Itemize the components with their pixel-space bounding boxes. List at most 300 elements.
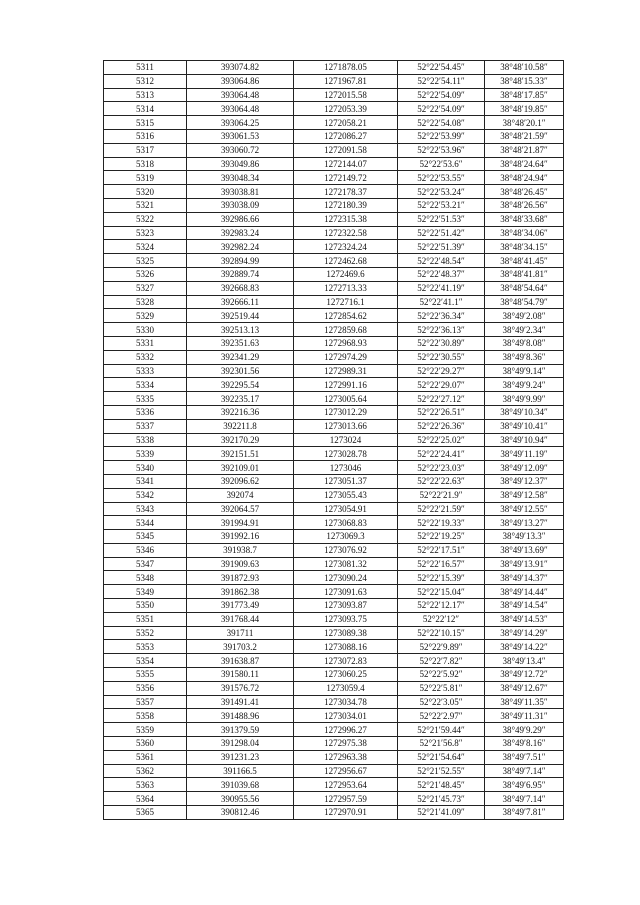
latitude-cell: 52°21′59.44″ xyxy=(398,723,485,737)
table-row xyxy=(104,723,564,737)
table-row xyxy=(104,709,564,723)
longitude-cell: 38°49′9.29″ xyxy=(485,723,564,737)
latitude-cell: 52°22′54.09″ xyxy=(398,88,485,102)
x-coordinate-cell: 392351.63 xyxy=(187,336,294,350)
point-number-cell: 5363 xyxy=(104,778,187,792)
x-coordinate-cell: 393048.34 xyxy=(187,171,294,185)
point-number-cell: 5360 xyxy=(104,737,187,751)
table-row xyxy=(104,516,564,530)
y-coordinate-cell: 1272713.33 xyxy=(294,281,398,295)
x-coordinate-cell: 392216.36 xyxy=(187,405,294,419)
x-coordinate-cell: 393064.86 xyxy=(187,74,294,88)
point-number-cell: 5345 xyxy=(104,530,187,544)
latitude-cell: 52°22′30.89″ xyxy=(398,336,485,350)
y-coordinate-cell: 1273060.25 xyxy=(294,668,398,682)
x-coordinate-cell: 391298.04 xyxy=(187,737,294,751)
latitude-cell: 52°22′48.37″ xyxy=(398,267,485,281)
point-number-cell: 5364 xyxy=(104,792,187,806)
table-row xyxy=(104,143,564,157)
table-row xyxy=(104,626,564,640)
x-coordinate-cell: 392983.24 xyxy=(187,226,294,240)
point-number-cell: 5319 xyxy=(104,171,187,185)
x-coordinate-cell: 392109.01 xyxy=(187,461,294,475)
table-row xyxy=(104,74,564,88)
x-coordinate-cell: 392301.56 xyxy=(187,364,294,378)
latitude-cell: 52°21′41.09″ xyxy=(398,806,485,820)
latitude-cell: 52°22′21.59″ xyxy=(398,502,485,516)
table-row xyxy=(104,764,564,778)
y-coordinate-cell: 1272974.29 xyxy=(294,350,398,364)
y-coordinate-cell: 1272086.27 xyxy=(294,129,398,143)
latitude-cell: 52°22′41.1″ xyxy=(398,295,485,309)
longitude-cell: 38°49′12.37″ xyxy=(485,474,564,488)
table-row xyxy=(104,171,564,185)
longitude-cell: 38°48′54.79″ xyxy=(485,295,564,309)
longitude-cell: 38°49′10.41″ xyxy=(485,419,564,433)
x-coordinate-cell: 391580.11 xyxy=(187,668,294,682)
longitude-cell: 38°48′21.59″ xyxy=(485,129,564,143)
table-row xyxy=(104,295,564,309)
longitude-cell: 38°49′11.31″ xyxy=(485,709,564,723)
point-number-cell: 5337 xyxy=(104,419,187,433)
x-coordinate-cell: 391909.63 xyxy=(187,557,294,571)
longitude-cell: 38°48′17.85″ xyxy=(485,88,564,102)
y-coordinate-cell: 1272322.58 xyxy=(294,226,398,240)
point-number-cell: 5318 xyxy=(104,157,187,171)
x-coordinate-cell: 392211.8 xyxy=(187,419,294,433)
point-number-cell: 5311 xyxy=(104,61,187,75)
longitude-cell: 38°49′12.67″ xyxy=(485,681,564,695)
point-number-cell: 5352 xyxy=(104,626,187,640)
x-coordinate-cell: 393038.81 xyxy=(187,185,294,199)
longitude-cell: 38°49′14.44″ xyxy=(485,585,564,599)
y-coordinate-cell: 1272956.67 xyxy=(294,764,398,778)
table-row xyxy=(104,61,564,75)
latitude-cell: 52°22′54.09″ xyxy=(398,102,485,116)
point-number-cell: 5353 xyxy=(104,640,187,654)
x-coordinate-cell: 392889.74 xyxy=(187,267,294,281)
y-coordinate-cell: 1272963.38 xyxy=(294,750,398,764)
table-row xyxy=(104,447,564,461)
point-number-cell: 5329 xyxy=(104,309,187,323)
y-coordinate-cell: 1272091.58 xyxy=(294,143,398,157)
point-number-cell: 5358 xyxy=(104,709,187,723)
x-coordinate-cell: 391488.96 xyxy=(187,709,294,723)
longitude-cell: 38°49′11.35″ xyxy=(485,695,564,709)
table-row xyxy=(104,254,564,268)
y-coordinate-cell: 1273028.78 xyxy=(294,447,398,461)
latitude-cell: 52°22′53.6″ xyxy=(398,157,485,171)
table-row xyxy=(104,350,564,364)
longitude-cell: 38°48′41.81″ xyxy=(485,267,564,281)
y-coordinate-cell: 1273091.63 xyxy=(294,585,398,599)
point-number-cell: 5321 xyxy=(104,198,187,212)
point-number-cell: 5334 xyxy=(104,378,187,392)
longitude-cell: 38°49′9.24″ xyxy=(485,378,564,392)
x-coordinate-cell: 391872.93 xyxy=(187,571,294,585)
x-coordinate-cell: 390955.56 xyxy=(187,792,294,806)
table-row xyxy=(104,185,564,199)
y-coordinate-cell: 1273093.87 xyxy=(294,599,398,613)
y-coordinate-cell: 1272957.59 xyxy=(294,792,398,806)
longitude-cell: 38°49′10.34″ xyxy=(485,405,564,419)
longitude-cell: 38°48′24.64″ xyxy=(485,157,564,171)
latitude-cell: 52°22′15.04″ xyxy=(398,585,485,599)
point-number-cell: 5354 xyxy=(104,654,187,668)
table-row xyxy=(104,157,564,171)
x-coordinate-cell: 392986.66 xyxy=(187,212,294,226)
y-coordinate-cell: 1272469.6 xyxy=(294,267,398,281)
table-row xyxy=(104,585,564,599)
table-row xyxy=(104,212,564,226)
latitude-cell: 52°22′25.02″ xyxy=(398,433,485,447)
y-coordinate-cell: 1273034.01 xyxy=(294,709,398,723)
y-coordinate-cell: 1273046 xyxy=(294,461,398,475)
latitude-cell: 52°21′52.55″ xyxy=(398,764,485,778)
longitude-cell: 38°49′13.4″ xyxy=(485,654,564,668)
longitude-cell: 38°49′13.69″ xyxy=(485,543,564,557)
longitude-cell: 38°49′8.36″ xyxy=(485,350,564,364)
y-coordinate-cell: 1273069.3 xyxy=(294,530,398,544)
x-coordinate-cell: 392074 xyxy=(187,488,294,502)
longitude-cell: 38°49′7.51″ xyxy=(485,750,564,764)
point-number-cell: 5365 xyxy=(104,806,187,820)
x-coordinate-cell: 391938.7 xyxy=(187,543,294,557)
point-number-cell: 5316 xyxy=(104,129,187,143)
longitude-cell: 38°48′15.33″ xyxy=(485,74,564,88)
longitude-cell: 38°48′10.58″ xyxy=(485,61,564,75)
point-number-cell: 5351 xyxy=(104,612,187,626)
x-coordinate-cell: 392982.24 xyxy=(187,240,294,254)
latitude-cell: 52°22′53.21″ xyxy=(398,198,485,212)
latitude-cell: 52°22′54.45″ xyxy=(398,61,485,75)
y-coordinate-cell: 1273093.75 xyxy=(294,612,398,626)
longitude-cell: 38°49′14.54″ xyxy=(485,599,564,613)
x-coordinate-cell: 392513.13 xyxy=(187,323,294,337)
longitude-cell: 38°49′12.55″ xyxy=(485,502,564,516)
latitude-cell: 52°22′41.19″ xyxy=(398,281,485,295)
latitude-cell: 52°22′53.24″ xyxy=(398,185,485,199)
y-coordinate-cell: 1272991.16 xyxy=(294,378,398,392)
x-coordinate-cell: 392151.51 xyxy=(187,447,294,461)
longitude-cell: 38°49′12.58″ xyxy=(485,488,564,502)
latitude-cell: 52°22′54.11″ xyxy=(398,74,485,88)
table-row xyxy=(104,240,564,254)
y-coordinate-cell: 1272854.62 xyxy=(294,309,398,323)
x-coordinate-cell: 391039.68 xyxy=(187,778,294,792)
x-coordinate-cell: 391768.44 xyxy=(187,612,294,626)
latitude-cell: 52°22′2.97″ xyxy=(398,709,485,723)
table-row xyxy=(104,571,564,585)
x-coordinate-cell: 392666.11 xyxy=(187,295,294,309)
table-row xyxy=(104,378,564,392)
y-coordinate-cell: 1272462.68 xyxy=(294,254,398,268)
x-coordinate-cell: 393074.82 xyxy=(187,61,294,75)
x-coordinate-cell: 391992.16 xyxy=(187,530,294,544)
latitude-cell: 52°22′24.41″ xyxy=(398,447,485,461)
latitude-cell: 52°22′36.34″ xyxy=(398,309,485,323)
y-coordinate-cell: 1273051.37 xyxy=(294,474,398,488)
longitude-cell: 38°48′34.06″ xyxy=(485,226,564,240)
coordinates-table-body xyxy=(104,61,564,820)
longitude-cell: 38°49′12.72″ xyxy=(485,668,564,682)
point-number-cell: 5333 xyxy=(104,364,187,378)
longitude-cell: 38°49′13.3″ xyxy=(485,530,564,544)
table-row xyxy=(104,198,564,212)
longitude-cell: 38°49′11.19″ xyxy=(485,447,564,461)
latitude-cell: 52°21′45.73″ xyxy=(398,792,485,806)
y-coordinate-cell: 1273055.43 xyxy=(294,488,398,502)
table-row xyxy=(104,695,564,709)
y-coordinate-cell: 1272178.37 xyxy=(294,185,398,199)
point-number-cell: 5332 xyxy=(104,350,187,364)
point-number-cell: 5346 xyxy=(104,543,187,557)
y-coordinate-cell: 1273072.83 xyxy=(294,654,398,668)
latitude-cell: 52°22′54.08″ xyxy=(398,116,485,130)
longitude-cell: 38°48′19.85″ xyxy=(485,102,564,116)
point-number-cell: 5313 xyxy=(104,88,187,102)
y-coordinate-cell: 1273005.64 xyxy=(294,392,398,406)
latitude-cell: 52°22′5.92″ xyxy=(398,668,485,682)
x-coordinate-cell: 392519.44 xyxy=(187,309,294,323)
longitude-cell: 38°49′7.14″ xyxy=(485,764,564,778)
table-row xyxy=(104,116,564,130)
latitude-cell: 52°22′17.51″ xyxy=(398,543,485,557)
point-number-cell: 5325 xyxy=(104,254,187,268)
longitude-cell: 38°49′12.09″ xyxy=(485,461,564,475)
longitude-cell: 38°49′6.95″ xyxy=(485,778,564,792)
table-row xyxy=(104,461,564,475)
latitude-cell: 52°22′15.39″ xyxy=(398,571,485,585)
latitude-cell: 52°22′7.82″ xyxy=(398,654,485,668)
table-row xyxy=(104,419,564,433)
point-number-cell: 5342 xyxy=(104,488,187,502)
table-row xyxy=(104,599,564,613)
longitude-cell: 38°48′26.45″ xyxy=(485,185,564,199)
point-number-cell: 5320 xyxy=(104,185,187,199)
latitude-cell: 52°21′54.64″ xyxy=(398,750,485,764)
x-coordinate-cell: 391379.59 xyxy=(187,723,294,737)
longitude-cell: 38°49′10.94″ xyxy=(485,433,564,447)
x-coordinate-cell: 392295.54 xyxy=(187,378,294,392)
table-row xyxy=(104,502,564,516)
y-coordinate-cell: 1273012.29 xyxy=(294,405,398,419)
longitude-cell: 38°49′7.14″ xyxy=(485,792,564,806)
y-coordinate-cell: 1273013.66 xyxy=(294,419,398,433)
point-number-cell: 5338 xyxy=(104,433,187,447)
latitude-cell: 52°22′19.25″ xyxy=(398,530,485,544)
longitude-cell: 38°49′9.14″ xyxy=(485,364,564,378)
table-row xyxy=(104,792,564,806)
longitude-cell: 38°49′14.22″ xyxy=(485,640,564,654)
latitude-cell: 52°22′12.17″ xyxy=(398,599,485,613)
point-number-cell: 5327 xyxy=(104,281,187,295)
latitude-cell: 52°22′21.9″ xyxy=(398,488,485,502)
y-coordinate-cell: 1272053.39 xyxy=(294,102,398,116)
latitude-cell: 52°22′36.13″ xyxy=(398,323,485,337)
point-number-cell: 5315 xyxy=(104,116,187,130)
x-coordinate-cell: 392235.17 xyxy=(187,392,294,406)
latitude-cell: 52°22′26.36″ xyxy=(398,419,485,433)
longitude-cell: 38°49′8.16″ xyxy=(485,737,564,751)
table-row xyxy=(104,336,564,350)
longitude-cell: 38°48′21.87″ xyxy=(485,143,564,157)
latitude-cell: 52°22′16.57″ xyxy=(398,557,485,571)
latitude-cell: 52°22′29.07″ xyxy=(398,378,485,392)
longitude-cell: 38°49′13.91″ xyxy=(485,557,564,571)
latitude-cell: 52°22′53.99″ xyxy=(398,129,485,143)
point-number-cell: 5348 xyxy=(104,571,187,585)
y-coordinate-cell: 1272015.58 xyxy=(294,88,398,102)
longitude-cell: 38°49′14.37″ xyxy=(485,571,564,585)
y-coordinate-cell: 1272058.21 xyxy=(294,116,398,130)
latitude-cell: 52°22′23.03″ xyxy=(398,461,485,475)
y-coordinate-cell: 1273034.78 xyxy=(294,695,398,709)
table-row xyxy=(104,433,564,447)
longitude-cell: 38°48′54.64″ xyxy=(485,281,564,295)
table-row xyxy=(104,226,564,240)
table-row xyxy=(104,654,564,668)
point-number-cell: 5347 xyxy=(104,557,187,571)
y-coordinate-cell: 1273088.16 xyxy=(294,640,398,654)
latitude-cell: 52°22′29.27″ xyxy=(398,364,485,378)
y-coordinate-cell: 1273081.32 xyxy=(294,557,398,571)
x-coordinate-cell: 392341.29 xyxy=(187,350,294,364)
latitude-cell: 52°22′30.55″ xyxy=(398,350,485,364)
table-row xyxy=(104,543,564,557)
latitude-cell: 52°22′9.89″ xyxy=(398,640,485,654)
x-coordinate-cell: 392096.62 xyxy=(187,474,294,488)
table-row xyxy=(104,530,564,544)
latitude-cell: 52°22′53.96″ xyxy=(398,143,485,157)
longitude-cell: 38°48′26.56″ xyxy=(485,198,564,212)
point-number-cell: 5359 xyxy=(104,723,187,737)
point-number-cell: 5361 xyxy=(104,750,187,764)
x-coordinate-cell: 391166.5 xyxy=(187,764,294,778)
point-number-cell: 5341 xyxy=(104,474,187,488)
point-number-cell: 5335 xyxy=(104,392,187,406)
point-number-cell: 5314 xyxy=(104,102,187,116)
table-row xyxy=(104,392,564,406)
point-number-cell: 5326 xyxy=(104,267,187,281)
y-coordinate-cell: 1271967.81 xyxy=(294,74,398,88)
x-coordinate-cell: 393038.09 xyxy=(187,198,294,212)
latitude-cell: 52°22′48.54″ xyxy=(398,254,485,268)
x-coordinate-cell: 392894.99 xyxy=(187,254,294,268)
x-coordinate-cell: 391994.91 xyxy=(187,516,294,530)
point-number-cell: 5312 xyxy=(104,74,187,88)
table-row xyxy=(104,557,564,571)
table-row xyxy=(104,323,564,337)
table-row xyxy=(104,88,564,102)
table-row xyxy=(104,129,564,143)
latitude-cell: 52°22′51.39″ xyxy=(398,240,485,254)
latitude-cell: 52°22′27.12″ xyxy=(398,392,485,406)
latitude-cell: 52°22′10.15″ xyxy=(398,626,485,640)
latitude-cell: 52°22′53.55″ xyxy=(398,171,485,185)
x-coordinate-cell: 393061.53 xyxy=(187,129,294,143)
table-row xyxy=(104,281,564,295)
x-coordinate-cell: 393064.48 xyxy=(187,102,294,116)
x-coordinate-cell: 391638.87 xyxy=(187,654,294,668)
longitude-cell: 38°48′24.94″ xyxy=(485,171,564,185)
y-coordinate-cell: 1273068.83 xyxy=(294,516,398,530)
y-coordinate-cell: 1272180.39 xyxy=(294,198,398,212)
y-coordinate-cell: 1272859.68 xyxy=(294,323,398,337)
x-coordinate-cell: 391576.72 xyxy=(187,681,294,695)
x-coordinate-cell: 393060.72 xyxy=(187,143,294,157)
longitude-cell: 38°48′41.45″ xyxy=(485,254,564,268)
latitude-cell: 52°22′3.05″ xyxy=(398,695,485,709)
point-number-cell: 5349 xyxy=(104,585,187,599)
x-coordinate-cell: 391703.2 xyxy=(187,640,294,654)
table-row xyxy=(104,750,564,764)
table-row xyxy=(104,405,564,419)
y-coordinate-cell: 1272953.64 xyxy=(294,778,398,792)
longitude-cell: 38°49′9.99″ xyxy=(485,392,564,406)
table-row xyxy=(104,267,564,281)
table-row xyxy=(104,102,564,116)
table-row xyxy=(104,488,564,502)
x-coordinate-cell: 391711 xyxy=(187,626,294,640)
latitude-cell: 52°22′51.53″ xyxy=(398,212,485,226)
coordinates-table xyxy=(103,60,564,820)
latitude-cell: 52°21′48.45″ xyxy=(398,778,485,792)
x-coordinate-cell: 392064.57 xyxy=(187,502,294,516)
x-coordinate-cell: 393064.48 xyxy=(187,88,294,102)
y-coordinate-cell: 1273089.38 xyxy=(294,626,398,640)
longitude-cell: 38°48′20.1″ xyxy=(485,116,564,130)
table-row xyxy=(104,309,564,323)
table-row xyxy=(104,612,564,626)
table-row xyxy=(104,640,564,654)
latitude-cell: 52°21′56.8″ xyxy=(398,737,485,751)
y-coordinate-cell: 1272996.27 xyxy=(294,723,398,737)
point-number-cell: 5340 xyxy=(104,461,187,475)
longitude-cell: 38°49′2.34″ xyxy=(485,323,564,337)
longitude-cell: 38°49′2.08″ xyxy=(485,309,564,323)
y-coordinate-cell: 1272989.31 xyxy=(294,364,398,378)
y-coordinate-cell: 1272716.1 xyxy=(294,295,398,309)
point-number-cell: 5343 xyxy=(104,502,187,516)
y-coordinate-cell: 1272144.07 xyxy=(294,157,398,171)
y-coordinate-cell: 1272975.38 xyxy=(294,737,398,751)
point-number-cell: 5355 xyxy=(104,668,187,682)
longitude-cell: 38°48′33.68″ xyxy=(485,212,564,226)
latitude-cell: 52°22′5.81″ xyxy=(398,681,485,695)
latitude-cell: 52°22′51.42″ xyxy=(398,226,485,240)
longitude-cell: 38°49′14.53″ xyxy=(485,612,564,626)
longitude-cell: 38°49′13.27″ xyxy=(485,516,564,530)
y-coordinate-cell: 1273024 xyxy=(294,433,398,447)
table-row xyxy=(104,806,564,820)
y-coordinate-cell: 1272149.72 xyxy=(294,171,398,185)
point-number-cell: 5339 xyxy=(104,447,187,461)
x-coordinate-cell: 392668.83 xyxy=(187,281,294,295)
table-row xyxy=(104,778,564,792)
x-coordinate-cell: 393049.86 xyxy=(187,157,294,171)
y-coordinate-cell: 1271878.05 xyxy=(294,61,398,75)
latitude-cell: 52°22′12″ xyxy=(398,612,485,626)
point-number-cell: 5357 xyxy=(104,695,187,709)
y-coordinate-cell: 1273076.92 xyxy=(294,543,398,557)
table-row xyxy=(104,474,564,488)
x-coordinate-cell: 391491.41 xyxy=(187,695,294,709)
point-number-cell: 5331 xyxy=(104,336,187,350)
x-coordinate-cell: 391231.23 xyxy=(187,750,294,764)
point-number-cell: 5350 xyxy=(104,599,187,613)
point-number-cell: 5324 xyxy=(104,240,187,254)
